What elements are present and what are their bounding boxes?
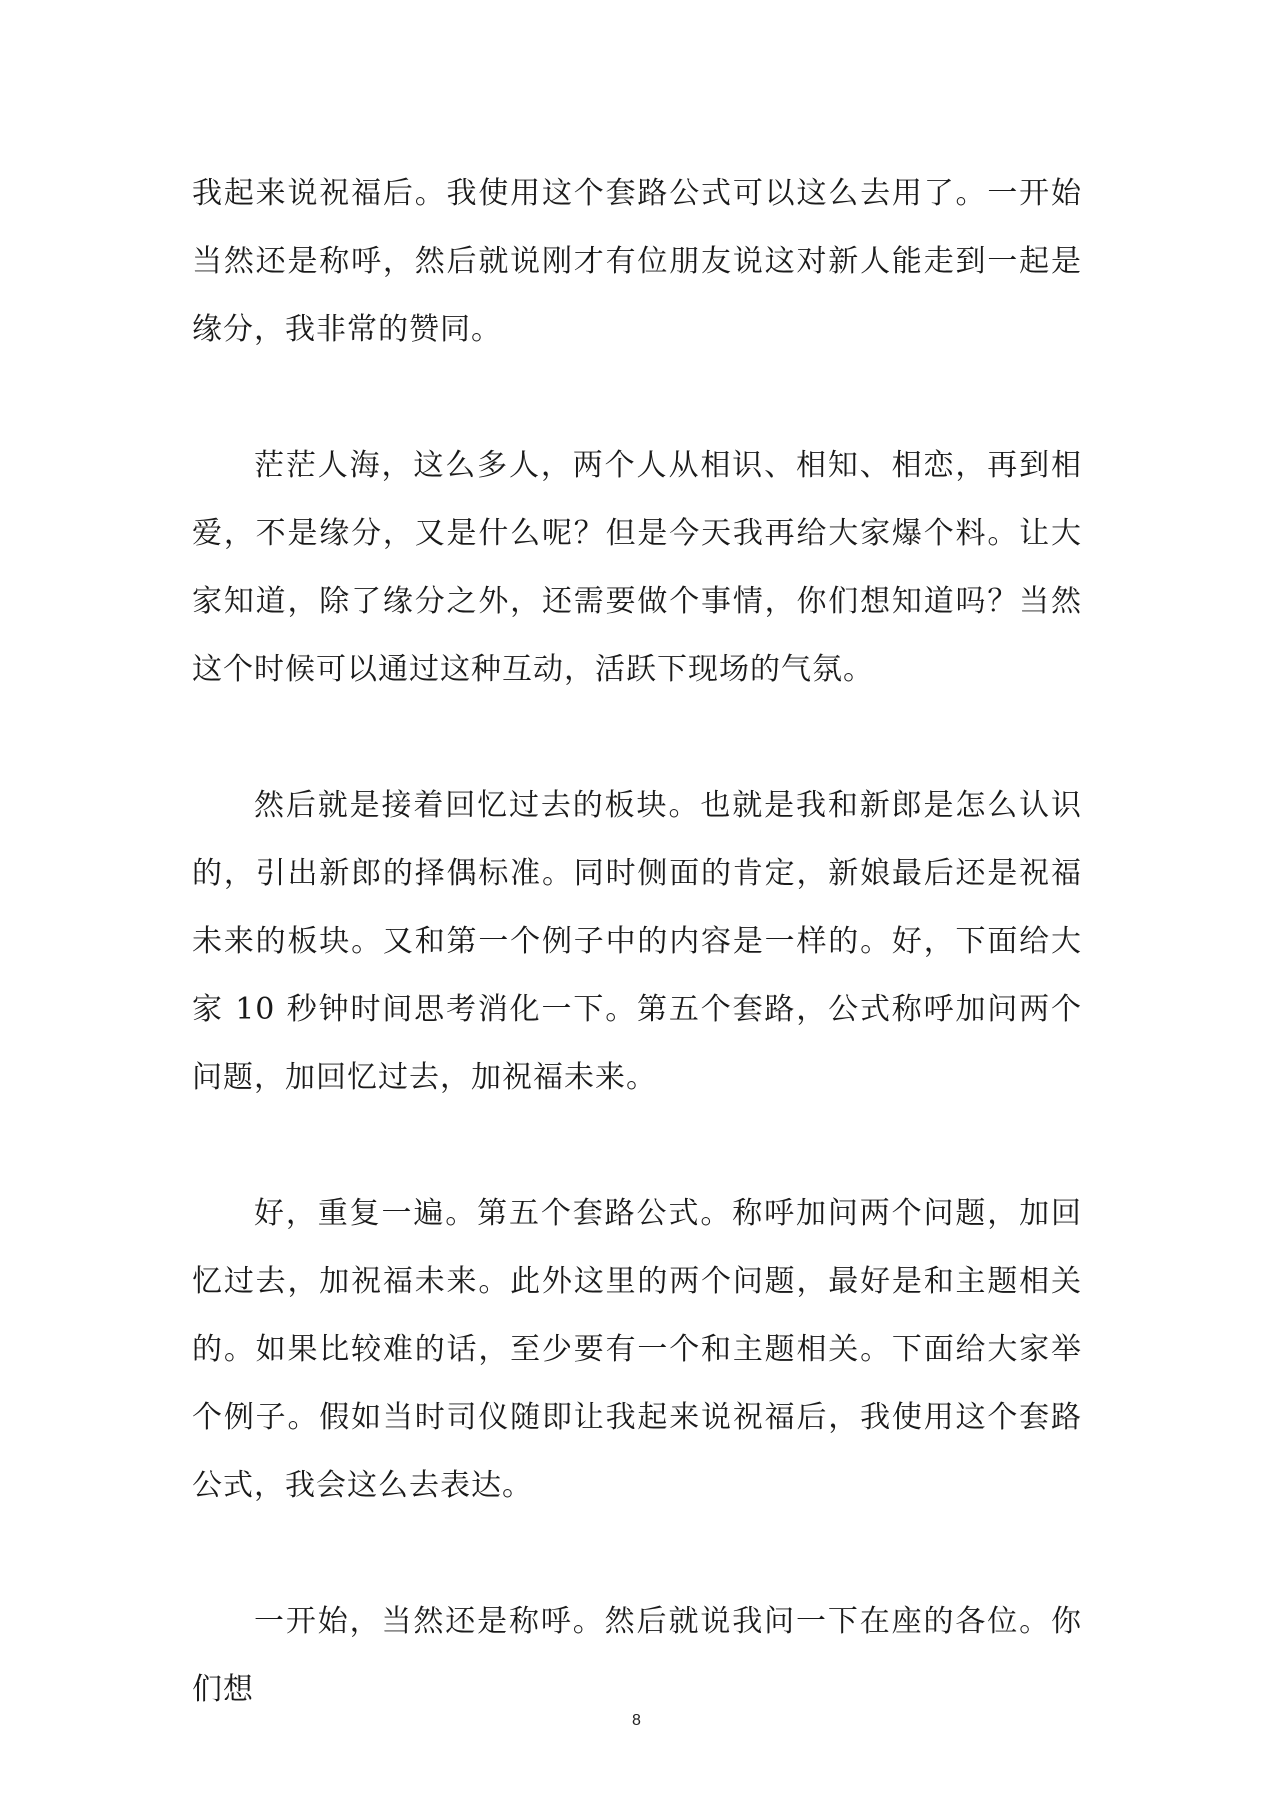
- paragraph-1: 我起来说祝福后。我使用这个套路公式可以这么去用了。一开始当然还是称呼，然后就说刚才有位朋友说这对新人能走到一起是缘分，我非常的赞同。: [192, 176, 1082, 347]
- document-body: [192, 160, 1082, 1792]
- paragraph-5: 一开始，当然还是称呼。然后就说我问一下在座的各位。你们想: [192, 1604, 1082, 1707]
- paragraph-4: 好，重复一遍。第五个套路公式。称呼加问两个问题，加回忆过去，加祝福未来。此外这里的两个问题，最好是和主题相关的。如果比较难的话，至少要有一个和主题相关。下面给大家举个例子。假如当时司仪随即让我起来说祝福后，我使用这个套路公式，我会这么去表达。: [192, 1196, 1082, 1503]
- page-number: 8: [632, 1712, 641, 1729]
- paragraph-3: 然后就是接着回忆过去的板块。也就是我和新郎是怎么认识的，引出新郎的择偶标准。同时侧面的肯定，新娘最后还是祝福未来的板块。又和第一个例子中的内容是一样的。好，下面给大家 10 秒钟时间思考消化一下。第五个套路，公式称呼加问两个问题，加回忆过去，加祝福未来。: [192, 788, 1082, 1095]
- paragraph-2: 茫茫人海，这么多人，两个人从相识、相知、相恋，再到相爱，不是缘分，又是什么呢？但是今天我再给大家爆个料。让大家知道，除了缘分之外，还需要做个事情，你们想知道吗？当然这个时候可以通过这种互动，活跃下现场的气氛。: [192, 448, 1082, 687]
